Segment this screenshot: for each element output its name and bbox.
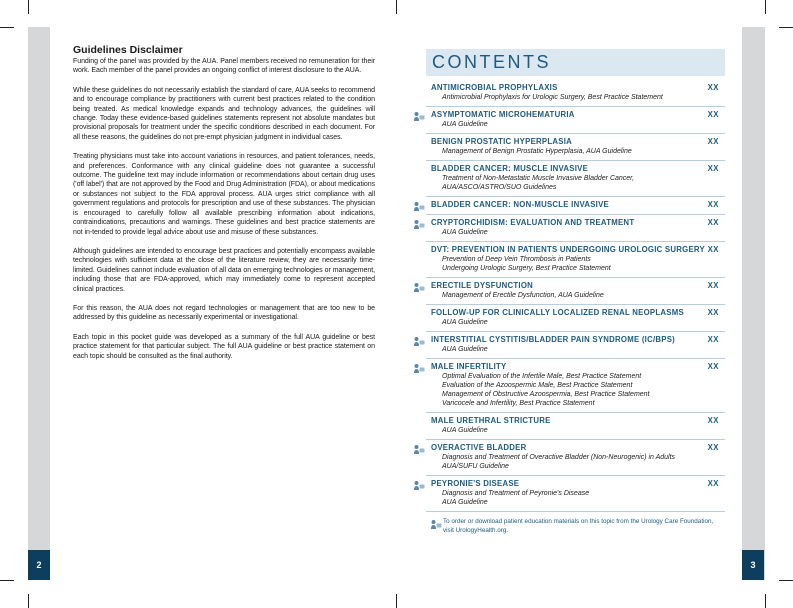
toc-entry-title[interactable]: CRYPTORCHIDISM: EVALUATION AND TREATMENT (431, 218, 635, 227)
toc-entry[interactable] (426, 134, 725, 161)
toc-entry[interactable] (426, 80, 725, 107)
crop-mark (28, 594, 29, 608)
toc-entry-page: XX (707, 416, 719, 425)
patient-education-icon (413, 336, 425, 347)
toc-entry-title[interactable]: INTERSTITIAL CYSTITIS/BLADDER PAIN SYNDROME (IC/BPS) (431, 335, 676, 344)
toc-entry-subtitle: Management of Erectile Dysfunction, AUA Guideline (442, 292, 604, 299)
toc-entry-title[interactable]: FOLLOW-UP FOR CLINICALLY LOCALIZED RENAL NEOPLASMS (431, 308, 684, 317)
right-page-number: 3 (742, 550, 764, 580)
toc-entry[interactable] (426, 332, 725, 359)
toc-entry-page: XX (707, 164, 719, 173)
toc-entry-page: XX (707, 245, 719, 254)
toc-entry-page: XX (707, 137, 719, 146)
toc-entry-page: XX (707, 83, 719, 92)
patient-education-icon (413, 480, 425, 491)
toc-entry-subtitle: AUA Guideline (442, 427, 488, 434)
toc-entry[interactable] (426, 107, 725, 134)
patient-education-icon (413, 363, 425, 374)
crop-mark (0, 580, 14, 581)
patient-education-icon (413, 111, 425, 122)
patient-education-icon (413, 201, 425, 212)
disclaimer-page (73, 44, 375, 371)
toc-entry-title[interactable]: ANTIMICROBIAL PROPHYLAXIS (431, 83, 558, 92)
toc-entry-page: XX (707, 308, 719, 317)
disclaimer-title: Guidelines Disclaimer (73, 44, 183, 56)
toc-entry-title[interactable]: BENIGN PROSTATIC HYPERPLASIA (431, 137, 573, 146)
toc-entry[interactable] (426, 359, 725, 413)
disclaimer-paragraph: Treating physicians must take into account variations in resources, and patient tolerances, needs, and preferences. Conformance with any clinical guideline does not guarantee a successful outcome. The guideline text may include information or recommendations about certain drug uses ('off label') that are not approved by the Food and Drug Administration (FDA), or about medications or substances not subject to the FDA approval process. AUA urges strict compliance with all government regulations and protocols for prescription and use of these substances. The physician is encouraged to carefully follow all available prescribing information about indications, contraindications, precautions and warnings. These guidelines and best practice statements are not in-tended to provide legal advice about use and misuse of these substances. (73, 153, 375, 236)
toc-entry-title[interactable]: DVT: PREVENTION IN PATIENTS UNDERGOING UROLOGIC SURGERY (431, 245, 705, 254)
patient-education-note (426, 518, 725, 535)
patient-education-icon (413, 219, 425, 230)
toc-entry-subtitle: AUA Guideline (442, 499, 488, 506)
crop-mark (0, 27, 14, 28)
crop-mark (765, 594, 766, 608)
toc-entry-subtitle: Antimicrobial Prophylaxis for Urologic Surgery, Best Practice Statement (442, 94, 663, 101)
disclaimer-paragraph: Funding of the panel was provided by the AUA. Panel members received no remuneration for their work. Each member of the panel provides an ongoing conflict of interest disclosure to the AUA. (73, 58, 375, 75)
toc-entry-subtitle: Undergoing Urologic Surgery, Best Practice Statement (442, 265, 611, 272)
toc-entry-page: XX (707, 479, 719, 488)
crop-mark (28, 0, 29, 14)
patient-education-icon (413, 444, 425, 455)
toc-entry[interactable] (426, 197, 725, 215)
crop-mark (779, 27, 793, 28)
disclaimer-paragraph: For this reason, the AUA does not regard technologies or management that are too new to be addressed by this guideline as necessarily experimental or investigational. (73, 304, 375, 322)
patient-education-icon (430, 519, 442, 530)
toc-entry-title[interactable]: PEYRONIE'S DISEASE (431, 479, 520, 488)
left-edge-tab (28, 27, 50, 580)
toc-entry-page: XX (707, 362, 719, 371)
table-of-contents (426, 80, 725, 512)
crop-mark (396, 0, 397, 14)
toc-entry-title[interactable]: MALE INFERTILITY (431, 362, 507, 371)
toc-entry-page: XX (707, 110, 719, 119)
toc-entry-subtitle: Varicocele and Infertility, Best Practice Statement (442, 400, 595, 407)
toc-entry[interactable] (426, 215, 725, 242)
toc-entry-subtitle: Diagnosis and Treatment of Overactive Bladder (Non-Neurogenic) in Adults (442, 454, 676, 461)
toc-entry-subtitle: AUA/ASCO/ASTRO/SUO Guidelines (442, 184, 557, 191)
toc-entry-subtitle: AUA Guideline (442, 319, 488, 326)
toc-entry-subtitle: Evaluation of the Azoospermic Male, Best Practice Statement (442, 382, 633, 389)
toc-entry-subtitle: AUA Guideline (442, 346, 488, 353)
toc-entry-page: XX (707, 281, 719, 290)
toc-entry-title[interactable]: ASYMPTOMATIC MICROHEMATURIA (431, 110, 575, 119)
disclaimer-paragraph: Each topic in this pocket guide was developed as a summary of the full AUA guideline or best practice statement for that particular subject. The full AUA guideline or best practice statement on each topic should be consulted as the final authority. (73, 333, 375, 360)
contents-page (426, 49, 725, 535)
toc-entry[interactable] (426, 242, 725, 278)
toc-entry-subtitle: Diagnosis and Treatment of Peyronie's Disease (442, 490, 590, 497)
toc-entry-title[interactable]: OVERACTIVE BLADDER (431, 443, 527, 452)
toc-entry[interactable] (426, 476, 725, 512)
crop-mark (779, 580, 793, 581)
toc-entry[interactable] (426, 161, 725, 197)
right-edge-tab (742, 27, 765, 580)
disclaimer-paragraph: While these guidelines do not necessarily establish the standard of care, AUA seeks to recommend and to encourage compliance by practitioners with current best practices related to the condition being treated. As medical knowledge expands and technology advances, the guidelines will change. Today these evidence-based guidelines statements represent not absolute mandates but provisional proposals for treatment under the specific conditions described in each document. For all these reasons, the guidelines do not pre-empt physician judgment in individual cases. (73, 86, 375, 141)
toc-entry-subtitle: Management of Benign Prostatic Hyperplasia, AUA Guideline (442, 148, 632, 155)
toc-entry-page: XX (707, 443, 719, 452)
patient-education-icon (413, 282, 425, 293)
patient-education-text: To order or download patient education materials on this topic from the Urology Care Foundation, visit UrologyHealth.org. (443, 518, 714, 534)
toc-entry-page: XX (707, 218, 719, 227)
toc-entry-subtitle: Prevention of Deep Vein Thrombosis in Patients (442, 256, 591, 263)
toc-entry[interactable] (426, 413, 725, 440)
disclaimer-paragraph: Although guidelines are intended to encourage best practices and potentially encompass available technologies with sufficient data at the close of the literature review, they are necessarily time-limited. Guidelines cannot include evaluation of all data on emerging technologies or management, including those that are FDA-approved, which may immediately come to represent accepted clinical practices. (73, 247, 375, 293)
toc-entry-title[interactable]: ERECTILE DYSFUNCTION (431, 281, 534, 290)
contents-header: CONTENTS (426, 49, 725, 76)
toc-entry-subtitle: Management of Obstructive Azoospermia, Best Practice Statement (442, 391, 650, 398)
toc-entry-title[interactable]: BLADDER CANCER: MUSCLE INVASIVE (431, 164, 589, 173)
left-page-number: 2 (28, 550, 50, 580)
toc-entry-title[interactable]: BLADDER CANCER: NON-MUSCLE INVASIVE (431, 200, 609, 209)
toc-entry-subtitle: AUA Guideline (442, 229, 488, 236)
toc-entry-title[interactable]: MALE URETHRAL STRICTURE (431, 416, 551, 425)
toc-entry[interactable] (426, 440, 725, 476)
toc-entry-subtitle: AUA/SUFU Guideline (442, 463, 509, 470)
toc-entry[interactable] (426, 278, 725, 305)
toc-entry-subtitle: AUA Guideline (442, 121, 488, 128)
crop-mark (765, 0, 766, 14)
toc-entry-subtitle: Optimal Evaluation of the Infertile Male, Best Practice Statement (442, 373, 642, 380)
toc-entry-page: XX (707, 335, 719, 344)
toc-entry-subtitle: Treatment of Non-Metastatic Muscle Invasive Bladder Cancer, (442, 175, 635, 182)
toc-entry-page: XX (707, 200, 719, 209)
crop-mark (396, 594, 397, 608)
toc-entry[interactable] (426, 305, 725, 332)
